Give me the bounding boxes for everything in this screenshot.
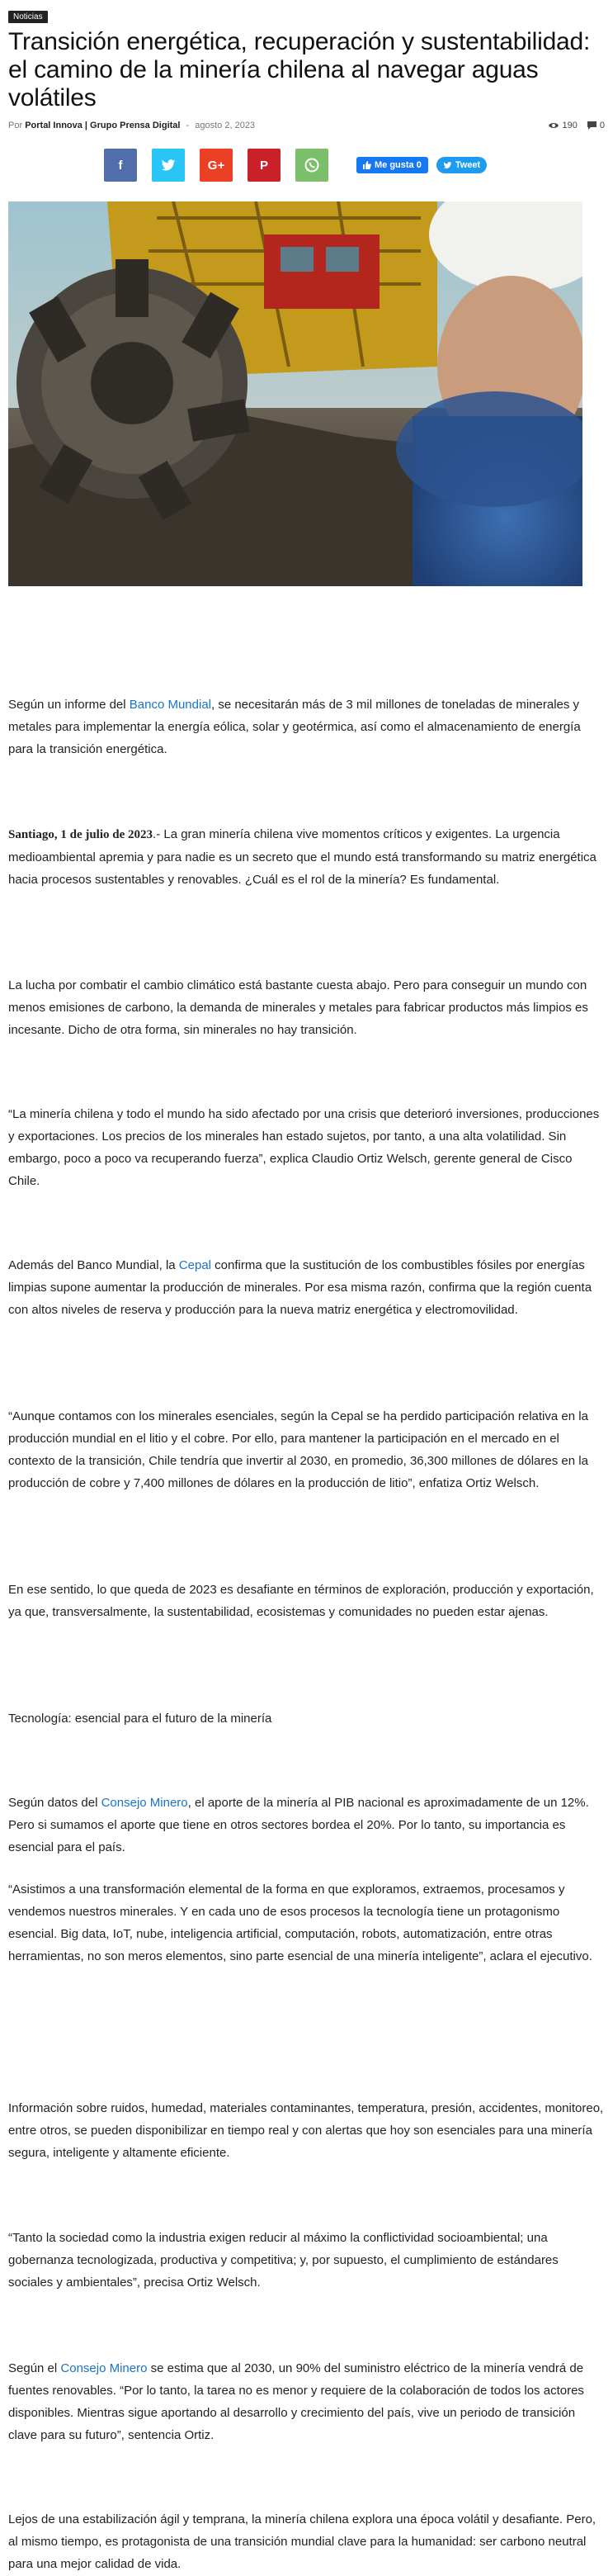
- tweet-label: Tweet: [455, 160, 481, 170]
- banco-mundial-link[interactable]: Banco Mundial: [129, 698, 211, 712]
- article-stats: [548, 121, 605, 130]
- paragraph-13-text-b: se estima que al 2030, un 90% del suministro eléctrico de la minería vendrá de fuentes renovables. “Por lo tanto, la tarea no es menor y requiere de la colaboración de todos los actores disponibles. Mientras sigue aportando al desarrollo y crecimiento del país, vive un periodo de transición clave para su futuro”, sentencia Ortiz.: [8, 2361, 584, 2442]
- google-plus-share-button[interactable]: [200, 149, 233, 182]
- article-meta: [8, 121, 605, 134]
- twitter-icon: [161, 159, 176, 172]
- paragraph-2: [8, 823, 605, 891]
- pinterest-icon: P: [259, 158, 268, 173]
- whatsapp-share-button[interactable]: [295, 149, 328, 182]
- paragraph-1-text-b: , se necesitarán más de 3 mil millones de toneladas de minerales y metales para implementar la energía eólica, solar y geotérmica, así como el almacenamiento de energía para la transición energética.: [8, 698, 581, 756]
- paragraph-10: “Asistimos a una transformación elemental de la forma en que exploramos, extraemos, procesamos y vendemos nuestros minerales. Y en cada uno de esos procesos la tecnología tiene un protagonismo esencial. Big data, IoT, nube, inteligencia artificial, computación, robots, automatización, entre otras herramientas, no son meros elementos, sino parte esencial de una minería inteligente”, aclara el ejecutivo.: [8, 1882, 592, 1963]
- comments-stat[interactable]: [587, 121, 605, 130]
- paragraph-5-text-a: Además del Banco Mundial, la: [8, 1258, 179, 1272]
- paragraph-9: [8, 1792, 605, 1859]
- paragraph-12: “Tanto la sociedad como la industria exigen reducir al máximo la conflictividad socioambiental; una gobernanza tecnologizada, productiva y competitiva; y, por supuesto, el cumplimiento de estándares sociales y ambientales”, precisa Ortiz Welsch.: [8, 2231, 559, 2290]
- views-stat: [548, 121, 578, 130]
- section-heading: Tecnología: esencial para el futuro de la minería: [8, 1712, 272, 1726]
- paragraph-4: “La minería chilena y todo el mundo ha sido afectado por una crisis que deterioró inversiones, producciones y exportaciones. Los precios de los minerales han estado sujetos, por tanto, a una alta volatilidad. Sin embargo, poco a poco va recuperando fuerza”, explica Claudio Ortiz Welsch, gerente general de Cisco Chile.: [8, 1107, 600, 1188]
- paragraph-6: “Aunque contamos con los minerales esenciales, según la Cepal se ha perdido participación relativa en la producción mundial en el litio y el cobre. Por ello, para mantener la participación en el mercado en el contexto de la transición, Chile tendría que invertir al 2030, en promedio, 36,300 millones de dólares en la producción de cobre y 7,400 millones de dólares en la producción de litio”, enfatiza Ortiz Welsch.: [8, 1409, 588, 1490]
- pinterest-share-button[interactable]: [248, 149, 281, 182]
- whatsapp-icon: [304, 157, 320, 173]
- paragraph-11: Información sobre ruidos, humedad, materiales contaminantes, temperatura, presión, accidentes, monitoreo, entre otros, se pueden disponibilizar en tiempo real y con alertas que hoy son esenciales para una minería segura, inteligente y altamente eficiente.: [8, 2101, 604, 2160]
- google-plus-icon: G+: [207, 158, 225, 173]
- like-label: Me gusta 0: [375, 160, 422, 170]
- category-badge[interactable]: Noticias: [8, 11, 48, 23]
- consejo-minero-link-2[interactable]: Consejo Minero: [60, 2361, 148, 2375]
- by-label: Por: [8, 121, 23, 130]
- views-count: 190: [562, 121, 578, 130]
- twitter-share-button[interactable]: [152, 149, 185, 182]
- paragraph-5: [8, 1254, 605, 1321]
- mining-excavator-image: [8, 201, 582, 586]
- meta-separator: -: [186, 121, 190, 130]
- comments-count: 0: [599, 121, 605, 130]
- hero-image: [8, 201, 582, 586]
- paragraph-1-text-a: Según un informe del: [8, 698, 130, 712]
- paragraph-2-text: .- La gran minería chilena vive momentos críticos y exigentes. La urgencia medioambiental apremia y para nadie es un secreto que el mundo está transformando su matriz energética hacia procesos sustentables y renovables. ¿Cuál es el rol de la minería? Es fundamental.: [8, 827, 596, 887]
- dateline: Santiago, 1 de julio de 2023: [8, 828, 153, 841]
- paragraph-13-text-a: Según el: [8, 2361, 61, 2375]
- tweet-button[interactable]: [436, 157, 487, 173]
- consejo-minero-link[interactable]: Consejo Minero: [101, 1796, 188, 1810]
- cepal-link[interactable]: Cepal: [178, 1258, 211, 1272]
- twitter-bird-icon: [443, 162, 452, 169]
- article-title: Transición energética, recuperación y sustentabilidad: el camino de la minería chilena al navegar aguas volátiles: [8, 28, 591, 111]
- facebook-icon: f: [118, 158, 123, 173]
- share-bar: [104, 149, 487, 182]
- paragraph-7: En ese sentido, lo que queda de 2023 es desafiante en términos de exploración, producción y exportación, ya que, transversalmente, la sustentabilidad, ecosistemas y comunidades no pueden estar ajenas.: [8, 1583, 594, 1619]
- paragraph-5-text-b: confirma que la sustitución de los combustibles fósiles por energías limpias supone aumentar la producción de minerales. Por esa misma razón, confirma que la región cuenta con altos niveles de reserva y producción para la nueva matriz energética y electromovilidad.: [8, 1258, 592, 1317]
- author-link[interactable]: Portal Innova | Grupo Prensa Digital: [25, 121, 181, 130]
- paragraph-13: [8, 2357, 605, 2446]
- paragraph-14: Lejos de una estabilización ágil y temprana, la minería chilena explora una época volátil y desafiante. Pero, al mismo tiempo, es protagonista de una transición mundial clave para la humanidad: ser carbono neutral para una mejor calidad de vida.: [8, 2512, 596, 2571]
- comment-icon: [587, 121, 596, 130]
- paragraph-9-text-a: Según datos del: [8, 1796, 101, 1810]
- publish-date: agosto 2, 2023: [195, 121, 256, 130]
- paragraph-1: [8, 694, 605, 760]
- paragraph-3: La lucha por combatir el cambio climático está bastante cuesta abajo. Pero para conseguir un mundo con menos emisiones de carbono, la demanda de minerales y metales para fabricar productos más limpios es incesante. Dicho de otra forma, sin minerales no hay transición.: [8, 978, 588, 1037]
- facebook-like-button[interactable]: [356, 157, 428, 173]
- paragraph-9-text-b: , el aporte de la minería al PIB nacional es aproximadamente de un 12%. Pero si sumamos el aporte que tiene en otros sectores bordea el 20%. Por lo tanto, su importancia es esencial para el país.: [8, 1796, 589, 1854]
- facebook-share-button[interactable]: [104, 149, 137, 182]
- eye-icon: [548, 121, 559, 130]
- social-counters: [356, 157, 487, 173]
- thumbs-up-icon: [363, 161, 371, 169]
- article-header: [8, 8, 605, 134]
